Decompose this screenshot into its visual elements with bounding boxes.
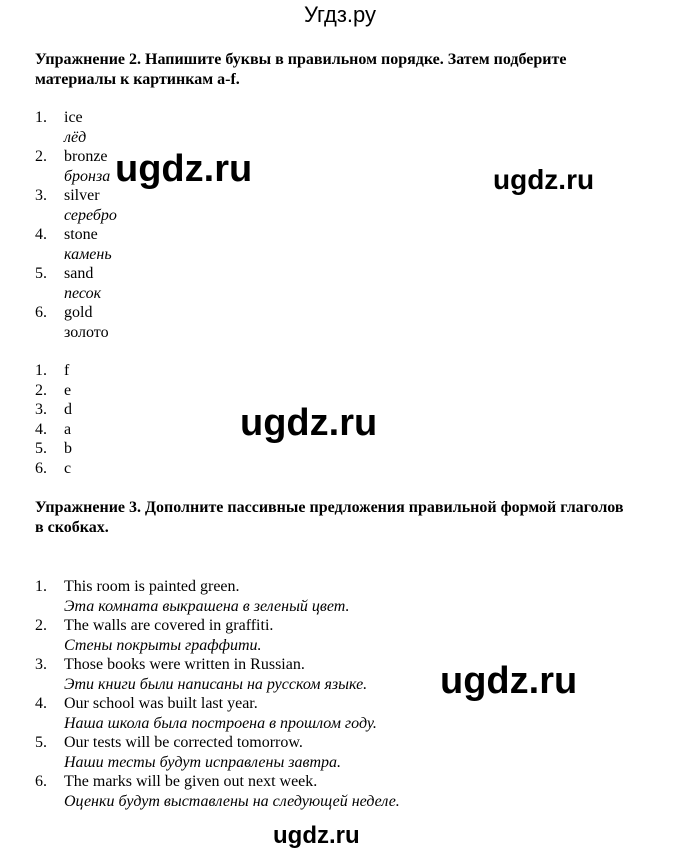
item-number: 5.	[35, 734, 47, 751]
list-item	[35, 772, 317, 792]
list-item	[35, 147, 108, 167]
russian-translation: Наши тесты будут исправлены завтра.	[64, 754, 342, 771]
russian-translation: бронза	[64, 168, 111, 185]
english-word: stone	[64, 226, 98, 243]
answer-letter: a	[64, 421, 72, 438]
list-item	[35, 655, 305, 675]
english-sentence: The marks will be given out next week.	[64, 773, 318, 790]
english-word: bronze	[64, 148, 108, 165]
list-item	[35, 303, 92, 323]
watermark: ugdz.ru	[273, 822, 360, 849]
list-item	[35, 577, 240, 597]
list-item	[35, 400, 72, 420]
answer-letter: c	[64, 460, 72, 477]
list-item	[35, 420, 71, 440]
english-word: gold	[64, 304, 93, 321]
answer-letter: e	[64, 382, 72, 399]
item-number: 6.	[35, 304, 47, 321]
item-number: 6.	[35, 773, 47, 790]
item-number: 3.	[35, 401, 47, 418]
list-item	[35, 361, 69, 381]
english-sentence: Our tests will be corrected tomorrow.	[64, 734, 303, 751]
watermark: ugdz.ru	[440, 660, 578, 702]
list-item	[35, 381, 71, 401]
list-item	[35, 439, 72, 459]
item-number: 3.	[35, 187, 47, 204]
english-word: silver	[64, 187, 100, 204]
item-number: 2.	[35, 617, 47, 634]
russian-translation: Оценки будут выставлены на следующей неделе.	[64, 793, 400, 810]
item-number: 2.	[35, 382, 47, 399]
list-item	[35, 225, 98, 245]
answer-letter: b	[64, 440, 72, 457]
list-item	[35, 108, 83, 128]
item-number: 2.	[35, 148, 47, 165]
list-item	[35, 459, 71, 479]
exercise-3-heading: Упражнение 3. Дополните пассивные предложения правильной формой глаголов в скобках.	[35, 499, 624, 536]
item-number: 4.	[35, 421, 47, 438]
english-word: sand	[64, 265, 94, 282]
list-item	[35, 694, 258, 714]
item-number: 4.	[35, 695, 47, 712]
exercise-2-heading: Упражнение 2. Напишите буквы в правильном порядке. Затем подберите материалы к картинкам a-f.	[35, 51, 567, 88]
russian-translation: песок	[64, 285, 102, 302]
russian-translation: серебро	[64, 207, 117, 224]
watermark: ugdz.ru	[240, 402, 378, 444]
item-number: 5.	[35, 265, 47, 282]
answer-letter: d	[64, 401, 72, 418]
russian-translation: Эти книги были написаны на русском языке.	[64, 676, 368, 693]
item-number: 1.	[35, 362, 47, 379]
item-number: 1.	[35, 578, 47, 595]
item-number: 4.	[35, 226, 47, 243]
russian-translation: Стены покрыты граффити.	[64, 637, 262, 654]
russian-translation: Эта комната выкрашена в зеленый цвет.	[64, 598, 350, 615]
item-number: 3.	[35, 656, 47, 673]
russian-translation: золото	[64, 324, 109, 341]
watermark: ugdz.ru	[493, 164, 595, 195]
item-number: 6.	[35, 460, 47, 477]
list-item	[35, 186, 100, 206]
english-word: ice	[64, 109, 83, 126]
watermark: ugdz.ru	[115, 148, 253, 190]
russian-translation: Наша школа была построена в прошлом году.	[64, 715, 377, 732]
list-item	[35, 616, 273, 636]
item-number: 5.	[35, 440, 47, 457]
list-item	[35, 264, 93, 284]
item-number: 1.	[35, 109, 47, 126]
english-sentence: The walls are covered in graffiti.	[64, 617, 274, 634]
english-sentence: Our school was built last year.	[64, 695, 258, 712]
answer-letter: f	[64, 362, 70, 379]
site-title: Угдз.ру	[303, 2, 377, 27]
list-item	[35, 733, 303, 753]
english-sentence: This room is painted green.	[64, 578, 240, 595]
russian-translation: камень	[64, 246, 112, 263]
russian-translation: лёд	[64, 129, 87, 146]
english-sentence: Those books were written in Russian.	[64, 656, 305, 673]
